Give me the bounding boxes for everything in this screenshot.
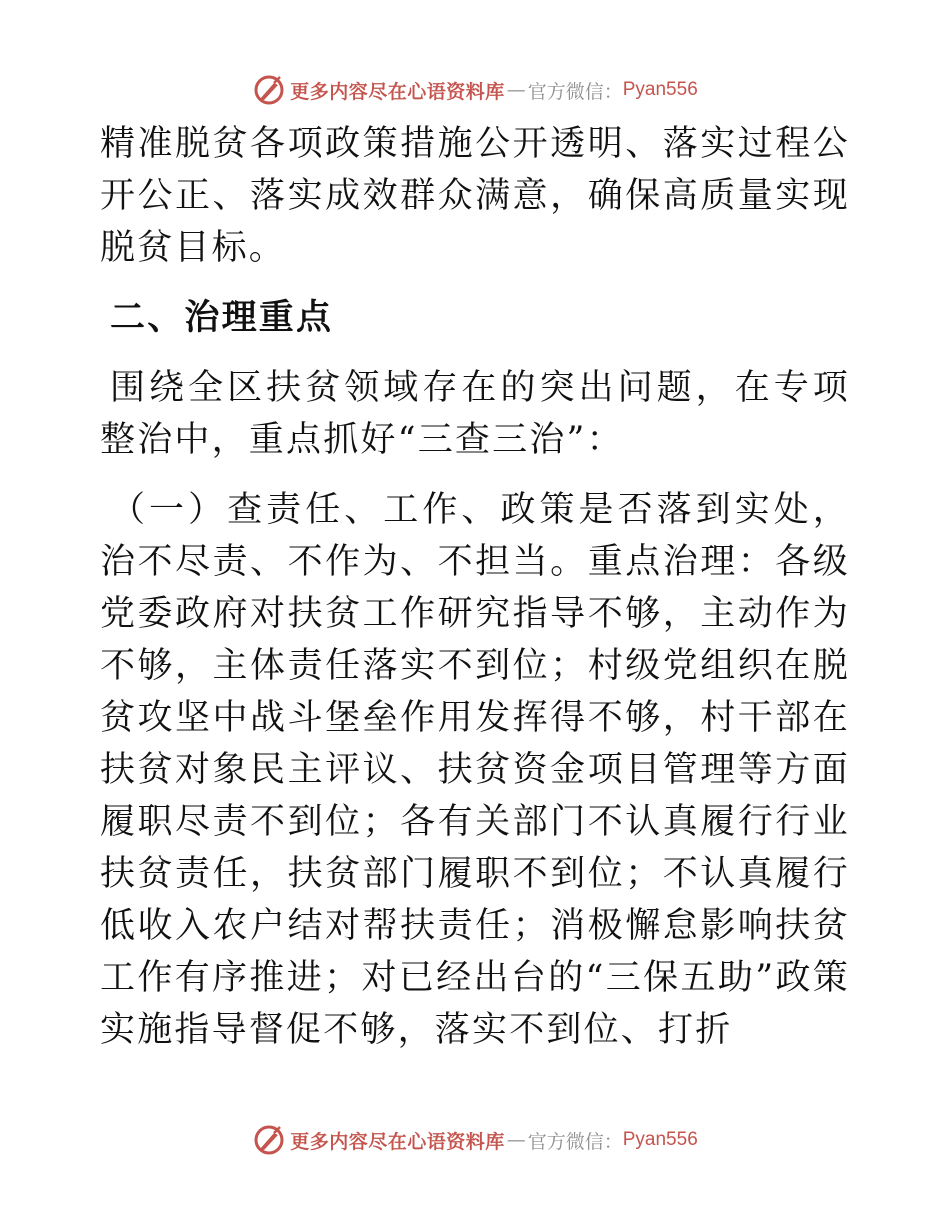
footer-watermark: [0, 1120, 950, 1160]
watermark-wechat-id: Pyan556: [622, 79, 698, 100]
watermark-wechat-label: 官方微信：: [527, 80, 623, 103]
watermark-wechat-label: 官方微信：: [527, 1130, 623, 1153]
paragraph-item-one: （一）查责任、工作、政策是否落到实处，治不尽责、不作为、不担当。重点治理：各级党委政府对扶贫工作研究指导不够，主动作为不够，主体责任落实不到位；村级党组织在脱贫攻坚中战斗堡垒作用发挥得不够，村干部在扶贫对象民主评议、扶贫资金项目管理等方面履职尽责不到位；各有关部门不认真履行行业扶贫责任，扶贫部门履职不到位；不认真履行低收入农户结对帮扶责任；消极懈怠影响扶贫工作有序推进；对已经出台的“三保五助”政策实施指导督促不够，落实不到位、打折: [100, 490, 850, 1050]
document-body: [100, 118, 850, 1056]
watermark-separator: —: [506, 1129, 526, 1151]
quill-logo-icon: [252, 1123, 286, 1157]
paragraph-intro: 围绕全区扶贫领域存在的突出问题，在专项整治中，重点抓好“三查三治”：: [100, 368, 850, 460]
section-heading: 二、治理重点: [110, 297, 334, 338]
header-watermark: [0, 70, 950, 110]
watermark-wechat-id: Pyan556: [622, 1129, 698, 1150]
paragraph-continuation: 精准脱贫各项政策措施公开透明、落实过程公开公正、落实成效群众满意，确保高质量实现脱贫目标。: [100, 124, 850, 268]
watermark-separator: —: [506, 79, 526, 101]
watermark-text: 更多内容尽在心语资料库: [290, 80, 505, 103]
watermark-text: 更多内容尽在心语资料库: [290, 1130, 505, 1153]
quill-logo-icon: [252, 73, 286, 107]
